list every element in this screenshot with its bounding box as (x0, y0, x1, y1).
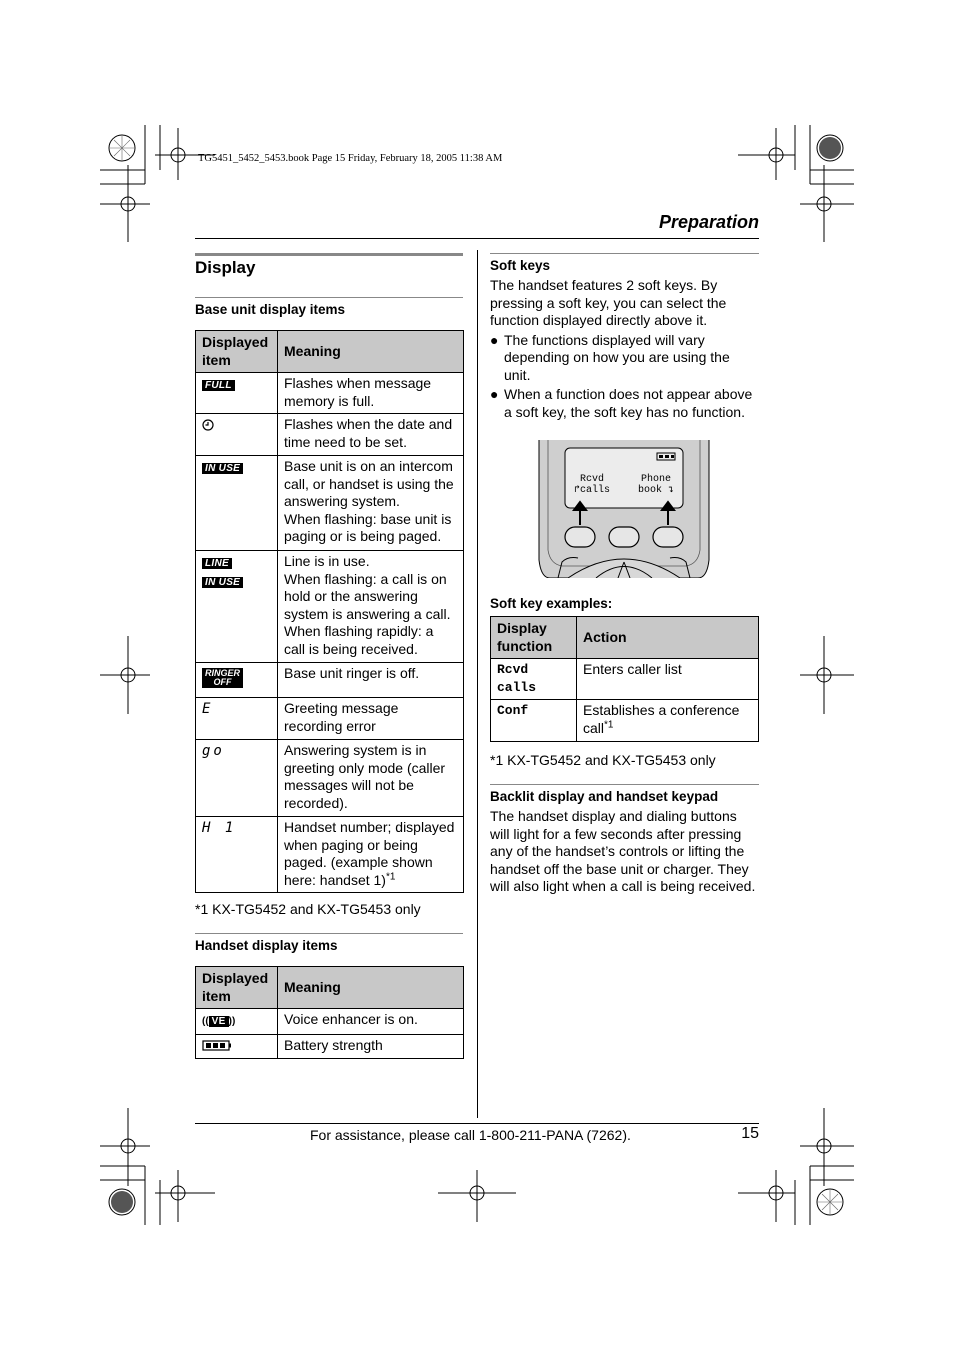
display-heading: Display (195, 258, 256, 277)
table-row (196, 1034, 464, 1059)
base-unit-display-table (195, 330, 464, 893)
function-cell: Conf (491, 700, 577, 742)
soft-key-examples-heading: Soft key examples: (490, 596, 613, 611)
error-e-icon: E (202, 701, 214, 717)
arrow-down-right-icon: ↴ (668, 485, 675, 496)
meaning-cell: Flashes when message memory is full. (278, 373, 464, 414)
soft-key-examples-table (490, 616, 759, 742)
ringer-label: RINGER (205, 668, 241, 678)
soft-keys-rule (490, 253, 759, 254)
soft-keys-intro: The handset features 2 soft keys. By pressing a soft key, you can select the function displayed directly above it. ● The functions displayed will vary depending on how you are using the unit. ● When a function does not appear above a soft key, the soft key has no function. (490, 277, 758, 421)
bullet-icon: ● (490, 386, 499, 402)
handset-subheading: Handset display items (195, 938, 338, 953)
footnote-ref: *1 (385, 870, 396, 882)
backlit-text: The handset display and dialing buttons will light for a few seconds after pressing any of the handset’s controls or lifting the handset off the base unit or charger. They will also light when a call is being received. (490, 808, 756, 894)
greeting-only-icon: go (202, 743, 225, 759)
table-row (491, 700, 759, 742)
meaning-cell: Battery strength (278, 1034, 464, 1059)
column-header-item: Displayed item (196, 331, 278, 373)
column-divider (477, 250, 478, 1118)
column-header-meaning: Meaning (278, 967, 464, 1009)
list-item: ● When a function does not appear above a soft key, the soft key has no function. (490, 386, 753, 420)
column-header-function: Display function (491, 617, 577, 659)
handset-number-icon: H 1 (202, 820, 237, 836)
assistance-text: For assistance, please call 1-800-211-PANA (7262). (310, 1127, 631, 1143)
column-header-item: Displayed item (196, 967, 278, 1009)
bullet-icon: ● (490, 331, 499, 348)
base-unit-footnote: *1 KX-TG5452 and KX-TG5453 only (195, 901, 421, 917)
table-header-row (196, 967, 464, 1009)
soft-key-left-label: Rcvd ↱calls (574, 474, 611, 496)
soft-key-footnote: *1 KX-TG5452 and KX-TG5453 only (490, 752, 716, 768)
base-unit-subheading: Base unit display items (195, 302, 346, 317)
voice-enhancer-icon: (( VE )) (202, 1016, 236, 1027)
footnote-ref: *1 (604, 718, 614, 730)
action-cell: Establishes a conference call$^{*1}$ (577, 700, 759, 742)
column-header-action: Action (577, 617, 759, 659)
table-row (196, 1009, 464, 1035)
meaning-cell: Flashes when the date and time need to be set. (278, 414, 464, 456)
print-header: TG5451_5452_5453.book Page 15 Friday, February 18, 2005 11:38 AM (198, 153, 503, 164)
base-unit-rule (195, 297, 463, 298)
column-header-meaning: Meaning (278, 331, 464, 373)
meaning-cell: Answering system is in greeting only mode (caller messages will not be recorded). (278, 740, 464, 817)
battery-icon (202, 1040, 232, 1051)
table-row (196, 414, 464, 456)
display-top-rule (195, 253, 463, 256)
handset-illustration (538, 440, 710, 578)
meaning-cell: Greeting message recording error (278, 698, 464, 740)
table-header-row (491, 617, 759, 659)
table-row (196, 663, 464, 698)
table-row (491, 659, 759, 700)
soft-key-right-label: Phone book ↴ (637, 474, 675, 496)
soft-keys-heading: Soft keys (490, 258, 551, 273)
ringer-off-icon (202, 668, 243, 688)
clock-icon (202, 419, 214, 431)
table-row (196, 551, 464, 663)
line-icon: LINE (202, 558, 232, 569)
function-cell: Rcvd calls (491, 659, 577, 700)
backlit-heading: Backlit display and handset keypad (490, 789, 719, 804)
handset-rule (195, 933, 463, 934)
handset-drawing (538, 440, 710, 578)
header-rule (195, 238, 759, 239)
list-item: ● The functions displayed will vary depending on how you are using the unit. (490, 331, 730, 383)
meaning-cell: Base unit is on an intercom call, or handset is using the answering system. When flashing: base unit is paging or is being paged. (278, 456, 464, 551)
meaning-cell (278, 817, 464, 893)
full-icon: FULL (202, 380, 235, 391)
table-row (196, 456, 464, 551)
table-header-row (196, 331, 464, 373)
table-row (196, 817, 464, 893)
table-row (196, 373, 464, 414)
meaning-cell: Line is in use. When flashing: a call is on hold or the answering system is answering a call. When flashing rapidly: a call is being received. (278, 551, 464, 663)
arrow-up-left-icon: ↱ (574, 485, 581, 496)
handset-display-table (195, 966, 464, 1059)
in-use-icon: IN USE (202, 463, 243, 474)
footer-rule (195, 1123, 759, 1124)
meaning-cell: Voice enhancer is on. (278, 1009, 464, 1035)
table-row (196, 698, 464, 740)
meaning-cell: Base unit ringer is off. (278, 663, 464, 698)
meaning-text: Handset number; displayed when paging or being paged. (example shown here: handset 1) (284, 819, 455, 888)
page-number: 15 (741, 1125, 759, 1142)
soft-keys-bullets (490, 332, 758, 422)
section-title: Preparation (658, 212, 759, 232)
action-cell: Enters caller list (577, 659, 759, 700)
in-use-icon: IN USE (202, 577, 243, 588)
backlit-rule (490, 784, 759, 785)
off-label: OFF (213, 677, 232, 687)
table-row (196, 740, 464, 817)
